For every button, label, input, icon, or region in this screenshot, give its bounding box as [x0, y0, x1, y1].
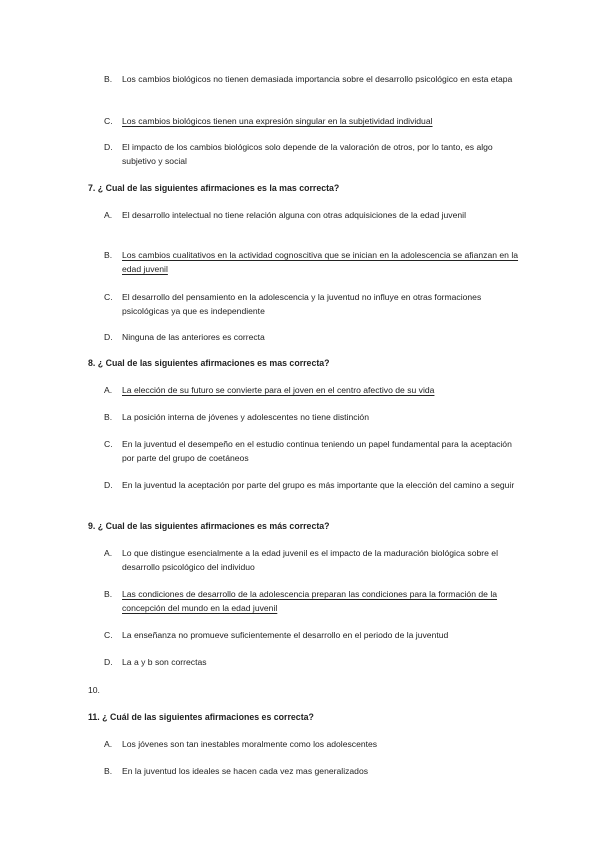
q8-option-a-correct [104, 383, 524, 397]
option-text: Los cambios biológicos tienen una expresión singular en la subjetividad individual [122, 116, 433, 126]
option-letter: A. [104, 210, 113, 220]
question-9-title: 9. ¿ Cual de las siguientes afirmaciones es más correcta? [88, 521, 330, 531]
q6-option-d [104, 140, 524, 168]
option-letter: A. [104, 385, 113, 395]
option-letter: D. [104, 332, 113, 342]
option-text: La enseñanza no promueve suficientemente el desarrollo en el periodo de la juventud [122, 630, 449, 640]
option-text: Lo que distingue esencialmente a la edad juvenil es el impacto de la maduración biológica sobre el desarrollo psicológico del individuo [122, 548, 498, 572]
question-10-number: 10. [88, 685, 100, 695]
q7-option-b-correct [104, 248, 524, 276]
option-text: Las condiciones de desarrollo de la adolescencia preparan las condiciones para la formación de la concepción del mundo en la edad juvenil [122, 589, 498, 613]
option-text: En la juventud la aceptación por parte del grupo es más importante que la elección del camino a seguir [122, 480, 515, 490]
q8-option-b [104, 410, 524, 424]
q6-option-b [104, 72, 524, 86]
option-letter: C. [104, 439, 113, 449]
option-text: Los jóvenes son tan inestables moralmente como los adolescentes [122, 739, 378, 749]
q7-option-c [104, 290, 524, 318]
option-letter: B. [104, 250, 113, 260]
option-text: Los cambios cualitativos en la actividad cognoscitiva que se inician en la adolescencia se afianzan en la edad juvenil [122, 250, 519, 274]
option-text: Ninguna de las anteriores es correcta [122, 332, 265, 342]
option-letter: D. [104, 657, 113, 667]
option-letter: B. [104, 589, 113, 599]
q11-option-a [104, 737, 524, 751]
option-text: El desarrollo intelectual no tiene relación alguna con otras adquisiciones de la edad juvenil [122, 210, 466, 220]
option-text: El impacto de los cambios biológicos solo depende de la valoración de otros, por lo tanto, es algo subjetivo y social [122, 142, 493, 166]
q9-option-b-correct [104, 587, 524, 615]
option-text: En la juventud los ideales se hacen cada vez mas generalizados [122, 766, 369, 776]
question-7-title: 7. ¿ Cual de las siguientes afirmaciones es la mas correcta? [88, 183, 340, 193]
option-letter: C. [104, 630, 113, 640]
q11-option-b [104, 764, 524, 778]
question-8-title: 8. ¿ Cual de las siguientes afirmaciones es mas correcta? [88, 358, 330, 368]
q7-option-d [104, 330, 524, 344]
option-text: La a y b son correctas [122, 657, 207, 667]
q6-option-c-correct [104, 114, 524, 128]
option-letter: B. [104, 766, 113, 776]
q8-option-d [104, 478, 524, 492]
option-letter: D. [104, 142, 113, 152]
option-text: Los cambios biológicos no tienen demasiada importancia sobre el desarrollo psicológico en esta etapa [122, 74, 513, 84]
option-text: El desarrollo del pensamiento en la adolescencia y la juventud no influye en otras formaciones psicológicas ya que es independiente [122, 292, 482, 316]
option-letter: C. [104, 292, 113, 302]
option-letter: B. [104, 412, 113, 422]
option-letter: A. [104, 739, 113, 749]
option-text: En la juventud el desempeño en el estudio continua teniendo un papel fundamental para la aceptación por parte del grupo de coetáneos [122, 439, 512, 463]
q9-option-a [104, 546, 524, 574]
q9-option-d [104, 655, 524, 669]
option-text: La elección de su futuro se convierte para el joven en el centro afectivo de su vida [122, 385, 435, 395]
option-letter: C. [104, 116, 113, 126]
question-11-title: 11. ¿ Cuál de las siguientes afirmaciones es correcta? [88, 712, 314, 722]
option-letter: B. [104, 74, 113, 84]
q7-option-a [104, 208, 524, 222]
option-text: La posición interna de jóvenes y adolescentes no tiene distinción [122, 412, 369, 422]
option-letter: A. [104, 548, 113, 558]
q9-option-c [104, 628, 524, 642]
option-letter: D. [104, 480, 113, 490]
q8-option-c [104, 437, 524, 465]
